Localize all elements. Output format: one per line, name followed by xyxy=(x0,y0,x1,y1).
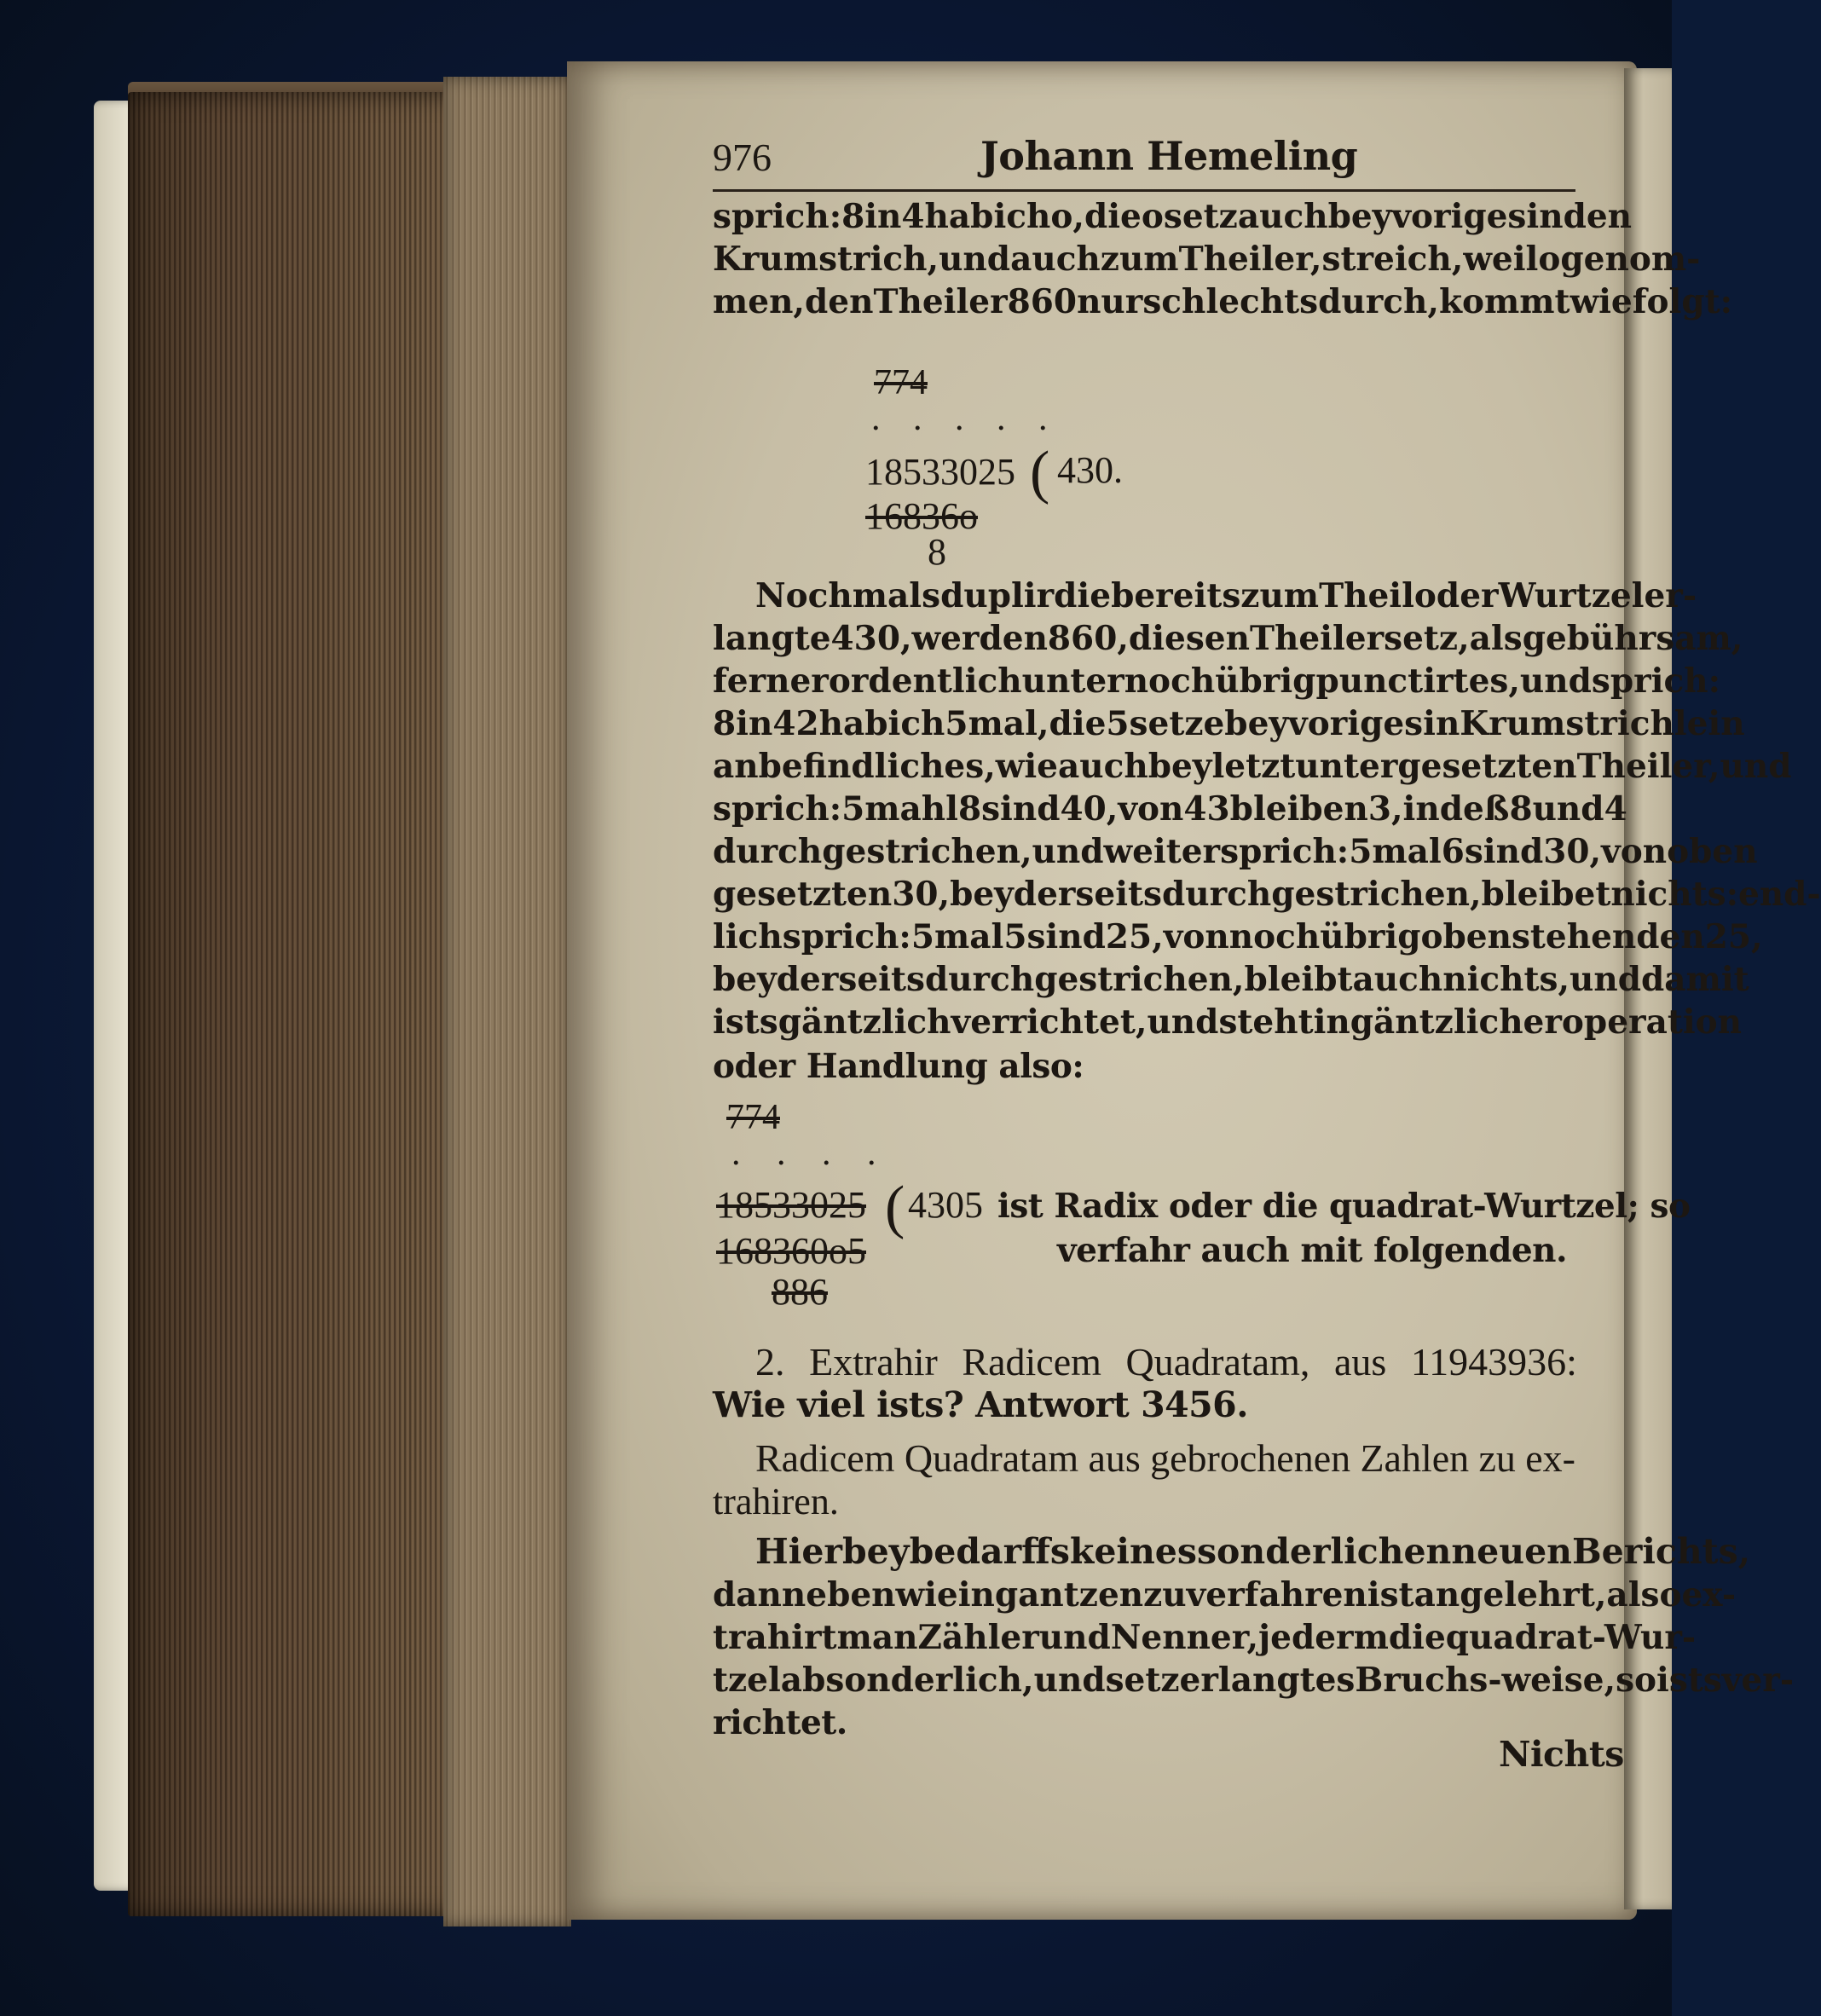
figure2-quotient: 4305 xyxy=(908,1184,983,1226)
figure2-follow-text: verfahr auch mit folgenden. xyxy=(1057,1231,1568,1270)
figure1-row2: 16836o xyxy=(865,495,978,537)
exercise-line: 2. Extrahir Radicem Quadratam, aus 11943936: xyxy=(755,1340,1577,1383)
paragraph1-line: sprich: 5 mahl 8 sind 40, von 43 bleiben 3, indeß 8 und 4 xyxy=(713,789,1627,829)
figure1-row3: 8 xyxy=(928,531,946,573)
figure2-result-text: ist Radix oder die quadrat-Wurtzel; so xyxy=(997,1187,1691,1226)
paragraph1-line: durchgestrichen, und weiter sprich: 5 mal 6 sind 30, von oben xyxy=(713,832,1758,871)
paragraph1-line: anbefindliches, wie auch bey letzt untergesetzten Theiler, und xyxy=(713,747,1792,786)
figure2-row2: 168360o5 xyxy=(716,1230,866,1272)
paragraph2-line: richtet. xyxy=(713,1703,847,1742)
paragraph1-line: ferner ordentlich unter noch übrig punctirtes, und sprich: xyxy=(713,661,1720,701)
paragraph1-line: langte 430, werden 860, diesen Theiler setz, als gebührsam, xyxy=(713,619,1743,658)
running-title: Johann Hemeling xyxy=(980,133,1358,179)
figure2-row3: 886 xyxy=(772,1271,828,1313)
intro-line: Krumstrich, und auch zum Theiler, streich, weil o genom- xyxy=(713,240,1701,279)
section-heading: Radicem Quadratam aus gebrochenen Zahlen zu ex- xyxy=(755,1436,1575,1480)
paragraph1-line: oder Handlung also: xyxy=(713,1047,1084,1086)
figure2-top-digits: 774 xyxy=(726,1098,780,1137)
header-rule xyxy=(713,189,1575,192)
paragraph2-line: Hierbey bedarffs keines sonderlichen neuen Berichts, xyxy=(755,1531,1750,1572)
paragraph1-line: lich sprich: 5 mal 5 sind 25, von noch übrig obenstehenden 25, xyxy=(713,917,1763,956)
intro-line: sprich: 8 in 4 hab ich o, die o setz auch bey voriges in den xyxy=(713,197,1632,236)
intro-line: men, den Theiler 860 nur schlechts durch, kommt wie folgt: xyxy=(713,282,1733,321)
paragraph2-line: tzel absonderlich, und setz erlangtes Bruchs-weise, so ists ver- xyxy=(713,1661,1795,1700)
gutter-leaves xyxy=(443,77,571,1926)
section-heading: trahiren. xyxy=(713,1481,839,1522)
figure1-bracket: ( xyxy=(1030,440,1050,505)
paragraph2-line: trahirt man Zähler und Nenner, jederm die quadrat-Wur- xyxy=(713,1618,1697,1657)
exercise-line: Wie viel ists? Antwort 3456. xyxy=(713,1384,1248,1425)
page-number: 976 xyxy=(713,136,772,179)
figure2-dots: . . . . xyxy=(731,1134,890,1173)
figure1-top-digits: 774 xyxy=(874,363,928,402)
paragraph1-line: beyderseits durchgestrichen, bleibt auch nichts, und damit xyxy=(713,960,1749,999)
figure1-quotient: 430. xyxy=(1057,449,1123,491)
paragraph2-line: dann eben wie in gantzen zu verfahren ist angelehrt, also ex- xyxy=(713,1575,1737,1615)
figure1-dots: . . . . . xyxy=(871,399,1060,438)
paragraph1-line: Nochmals duplir die bereits zum Theil oder Wurtzel er- xyxy=(755,576,1697,615)
figure1-row1: 18533025 xyxy=(865,451,1015,493)
catchword: Nichts xyxy=(1499,1734,1624,1775)
paragraph1-line: ists gäntzlich verrichtet, und steht in gäntzlicher operation xyxy=(713,1002,1743,1042)
figure2-row1: 18533025 xyxy=(716,1184,866,1226)
paragraph1-line: gesetzten 30, beyderseits durchgestrichen, bleibet nichts: end- xyxy=(713,875,1821,914)
figure2-bracket: ( xyxy=(885,1175,905,1240)
paragraph1-line: 8 in 42 hab ich 5 mal, die 5 setze bey voriges in Krumstrichlein xyxy=(713,704,1745,743)
